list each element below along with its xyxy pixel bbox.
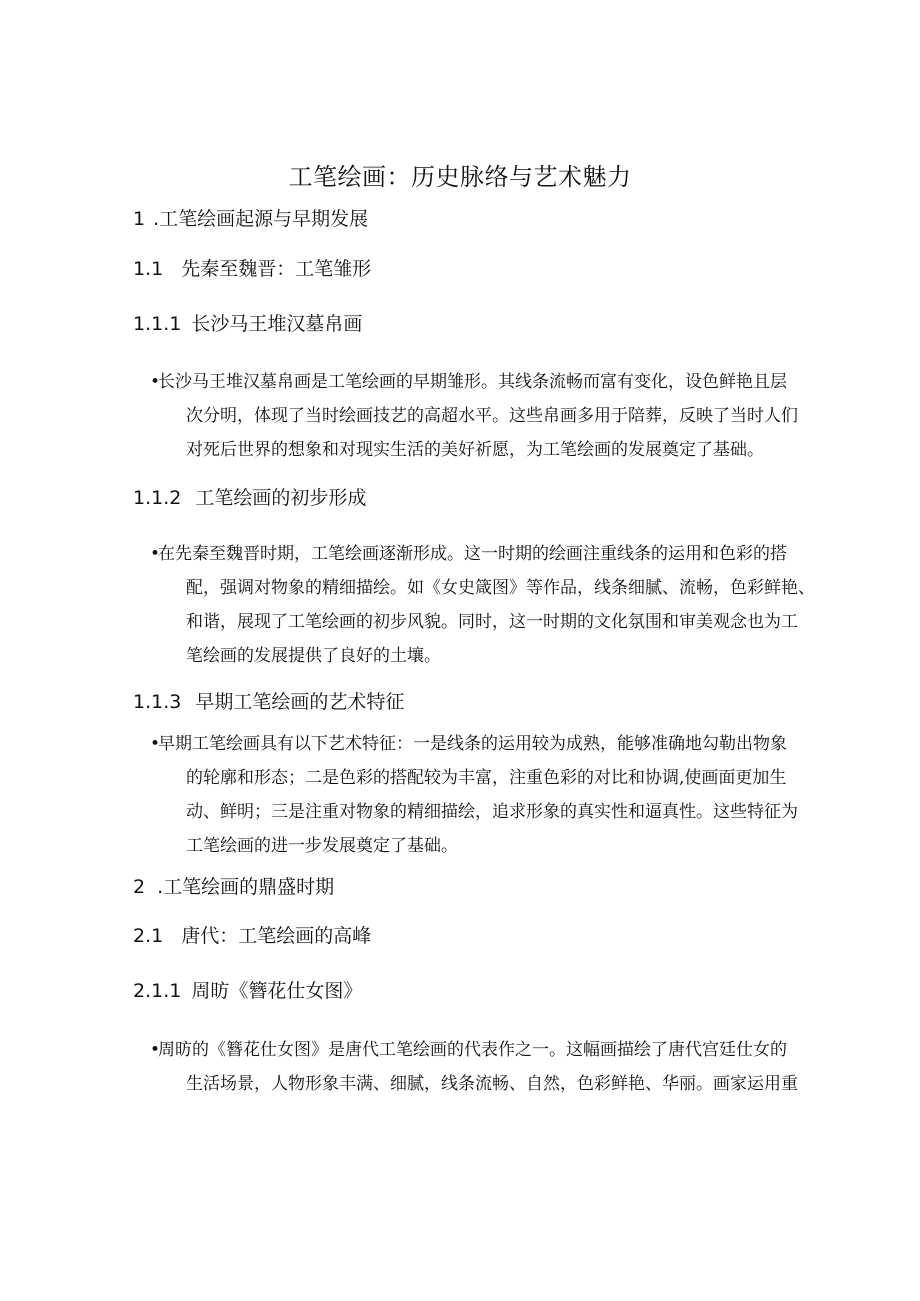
heading-number: 1.1.3 (133, 691, 182, 713)
heading-text: 唐代：工笔绘画的高峰 (181, 925, 372, 947)
bullet: • (150, 734, 161, 754)
paragraph-2 (150, 537, 815, 673)
paragraph-line: 工笔绘画的进一步发展奠定了基础。 (186, 836, 458, 856)
paragraph-3 (150, 727, 798, 863)
paragraph-4 (150, 1033, 798, 1101)
heading-number: 1 (133, 208, 146, 230)
heading-1 (133, 205, 368, 233)
heading-1-1-1 (133, 310, 362, 338)
paragraph-line: 对死后世界的想象和对现实生活的美好祈愿，为工笔绘画的发展奠定了基础。 (186, 440, 764, 460)
paragraph-line: 动、鲜明；三是注重对物象的精细描绘，追求形象的真实性和逼真性。这些特征为 (186, 802, 798, 822)
paragraph-line: 和谐，展现了工笔绘画的初步风貌。同时，这一时期的文化氛围和审美观念也为工 (186, 612, 798, 632)
paragraph-1 (150, 365, 798, 467)
document-title: 工笔绘画：历史脉络与艺术魅力 (288, 163, 632, 191)
paragraph-line: •早期工笔绘画具有以下艺术特征：一是线条的运用较为成熟，能够准确地勾勒出物象 (150, 727, 798, 761)
heading-2-1-1 (133, 977, 362, 1005)
bullet: • (150, 1040, 161, 1060)
bullet: • (150, 544, 161, 564)
heading-2 (133, 873, 334, 901)
heading-text: 早期工笔绘画的艺术特征 (195, 691, 405, 713)
heading-text: .工笔绘画起源与早期发展 (153, 208, 369, 230)
heading-text: 工笔绘画的初步形成 (195, 487, 367, 509)
heading-number: 1.1.2 (133, 487, 182, 509)
heading-text: 周昉《簪花仕女图》 (191, 980, 363, 1002)
heading-1-1 (133, 255, 371, 283)
heading-number: 1.1.1 (133, 313, 182, 335)
heading-number: 1.1 (133, 258, 164, 280)
paragraph-line: •周昉的《簪花仕女图》是唐代工笔绘画的代表作之一。这幅画描绘了唐代宫廷仕女的 (150, 1033, 798, 1067)
paragraph-line: 配，强调对物象的精细描绘。如《女史箴图》等作品，线条细腻、流畅，色彩鲜艳、 (186, 578, 815, 598)
paragraph-line: •长沙马王堆汉墓帛画是工笔绘画的早期雏形。其线条流畅而富有变化，设色鲜艳且层 (150, 365, 798, 399)
heading-number: 2 (133, 876, 146, 898)
heading-2-1 (133, 922, 371, 950)
paragraph-line: 生活场景，人物形象丰满、细腻，线条流畅、自然，色彩鲜艳、华丽。画家运用重 (186, 1074, 798, 1094)
bullet: • (150, 372, 161, 392)
heading-number: 2.1.1 (133, 980, 182, 1002)
paragraph-line: 次分明，体现了当时绘画技艺的高超水平。这些帛画多用于陪葬，反映了当时人们 (186, 406, 798, 426)
heading-text: .工笔绘画的鼎盛时期 (157, 876, 335, 898)
paragraph-line: •在先秦至魏晋时期，工笔绘画逐渐形成。这一时期的绘画注重线条的运用和色彩的搭 (150, 537, 798, 571)
heading-1-1-3 (133, 688, 404, 716)
heading-text: 先秦至魏晋：工笔雏形 (181, 258, 372, 280)
heading-number: 2.1 (133, 925, 164, 947)
heading-1-1-2 (133, 484, 366, 512)
paragraph-line: 笔绘画的发展提供了良好的土壤。 (186, 646, 441, 666)
paragraph-line: 的轮廓和形态；二是色彩的搭配较为丰富，注重色彩的对比和协调,使画面更加生 (186, 768, 787, 788)
heading-text: 长沙马王堆汉墓帛画 (191, 313, 363, 335)
